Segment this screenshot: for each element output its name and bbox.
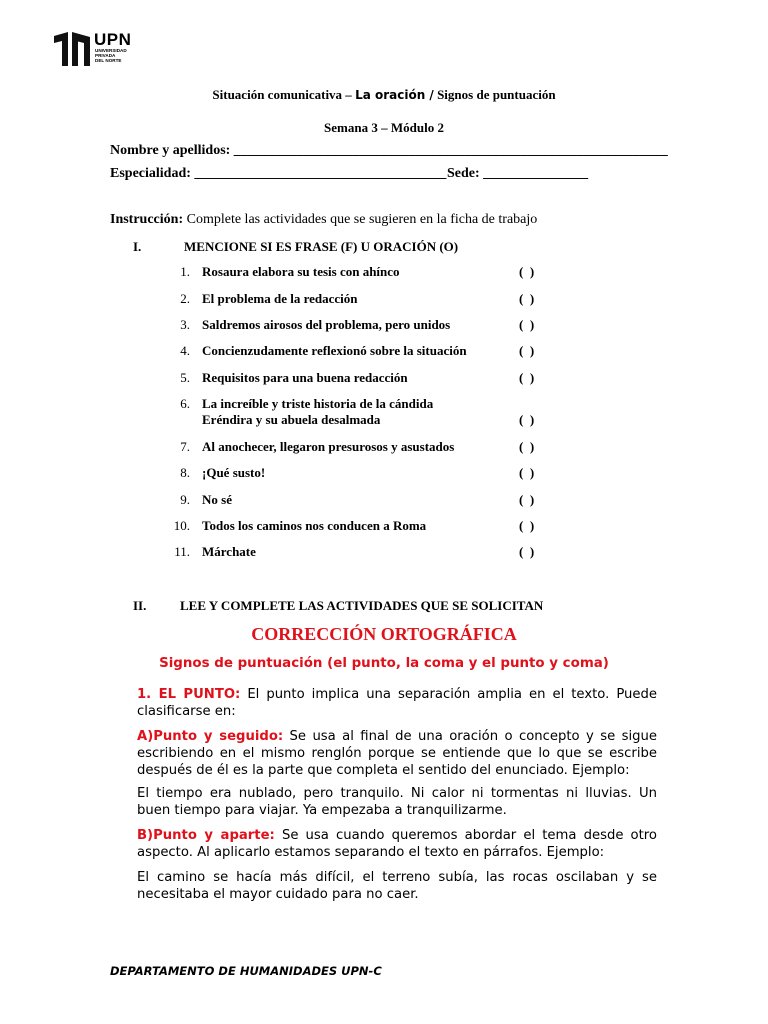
exercise-number: 1. — [180, 264, 190, 279]
exercise-number: 2. — [180, 291, 190, 306]
exercise-text: El problema de la redacción — [202, 291, 358, 306]
exercise-text: Márchate — [202, 544, 256, 559]
campus-field: Sede: _______________ — [447, 166, 589, 181]
section-1-number: I. — [133, 239, 142, 254]
exercise-number: 8. — [180, 465, 190, 480]
name-field: Nombre y apellidos: ______________________________________________________________ — [110, 143, 668, 158]
page-footer: DEPARTAMENTO DE HUMANIDADES UPN-C — [110, 964, 382, 978]
section-1-title: MENCIONE SI ES FRASE (F) U ORACIÓN (O) — [184, 239, 459, 254]
exercise-number: 7. — [180, 439, 190, 454]
week-module: Semana 3 – Módulo 2 — [324, 120, 444, 135]
logo-wordmark: UPN — [94, 30, 132, 49]
section-subheading: Signos de puntuación (el punto, la coma y el punto y coma) — [159, 656, 609, 671]
answer-blank[interactable]: ( ) — [519, 317, 535, 332]
exercise-text: Saldremos airosos del problema, pero unidos — [202, 317, 451, 332]
paragraph-punto: 1. EL PUNTO: El punto implica una separación amplia en el texto. Puede clasificarse en: — [137, 687, 657, 719]
exercise-text: Al anochecer, llegaron presurosos y asustados — [202, 439, 455, 454]
exercise-number: 9. — [180, 492, 190, 507]
exercise-text: La increíble y triste historia de la cándida Eréndira y su abuela desalmada — [202, 396, 434, 427]
document-title: Situación comunicativa – La oración / Signos de puntuación — [212, 87, 556, 102]
exercise-text: Requisitos para una buena redacción — [202, 370, 408, 385]
answer-blank[interactable]: ( ) — [519, 291, 535, 306]
logo-subtitle: UNIVERSIDAD PRIVADA DEL NORTE — [95, 48, 127, 64]
section-heading: CORRECCIÓN ORTOGRÁFICA — [251, 624, 517, 644]
exercise-text: Concienzudamente reflexionó sobre la situación — [202, 343, 467, 358]
answer-blank[interactable]: ( ) — [519, 465, 535, 480]
answer-blank[interactable]: ( ) — [519, 343, 535, 358]
paragraph-punto-seguido: A)Punto y seguido: Se usa al final de una oración o concepto y se sigue escribiendo en el mismo renglón porque se entiende que lo que se escribe después de él es la parte que completa el sentido del enunciado. Ejemplo: — [137, 729, 657, 778]
exercise-number: 3. — [180, 317, 190, 332]
exercise-text: No sé — [202, 492, 232, 507]
exercise-number: 10. — [173, 518, 190, 533]
exercise-text: Todos los caminos nos conducen a Roma — [202, 518, 427, 533]
instruction: Instrucción: Complete las actividades que se sugieren en la ficha de trabajo — [110, 212, 538, 227]
section-2-number: II. — [133, 598, 147, 613]
answer-blank[interactable]: ( ) — [519, 492, 535, 507]
answer-blank[interactable]: ( ) — [519, 439, 535, 454]
answer-blank[interactable]: ( ) — [519, 412, 535, 427]
exercise-text: Rosaura elabora su tesis con ahínco — [202, 264, 400, 279]
exercise-number: 11. — [174, 544, 190, 559]
exercise-number: 4. — [180, 343, 190, 358]
specialty-field: Especialidad: ____________________________________ — [110, 166, 447, 181]
paragraph-example-2: El camino se hacía más difícil, el terreno subía, las rocas oscilaban y se necesitaba el mayor cuidado para no caer. — [137, 870, 657, 902]
answer-blank[interactable]: ( ) — [519, 264, 535, 279]
paragraph-example-1: El tiempo era nublado, pero tranquilo. Ni calor ni tormentas ni lluvias. Un buen tiempo para viajar. Ya empezaba a tranquilizarme. — [137, 786, 657, 818]
answer-blank[interactable]: ( ) — [519, 518, 535, 533]
upn-logo — [54, 30, 138, 70]
exercise-text: ¡Qué susto! — [202, 465, 266, 480]
upn-logo-mark-icon — [54, 32, 90, 66]
section-2-title: LEE Y COMPLETE LAS ACTIVIDADES QUE SE SOLICITAN — [180, 598, 544, 613]
exercise-number: 6. — [180, 396, 190, 411]
paragraph-punto-aparte: B)Punto y aparte: Se usa cuando queremos abordar el tema desde otro aspecto. Al aplicarlo estamos separando el texto en párrafos. Ejemplo: — [137, 828, 657, 860]
exercise-number: 5. — [180, 370, 190, 385]
answer-blank[interactable]: ( ) — [519, 544, 535, 559]
answer-blank[interactable]: ( ) — [519, 370, 535, 385]
